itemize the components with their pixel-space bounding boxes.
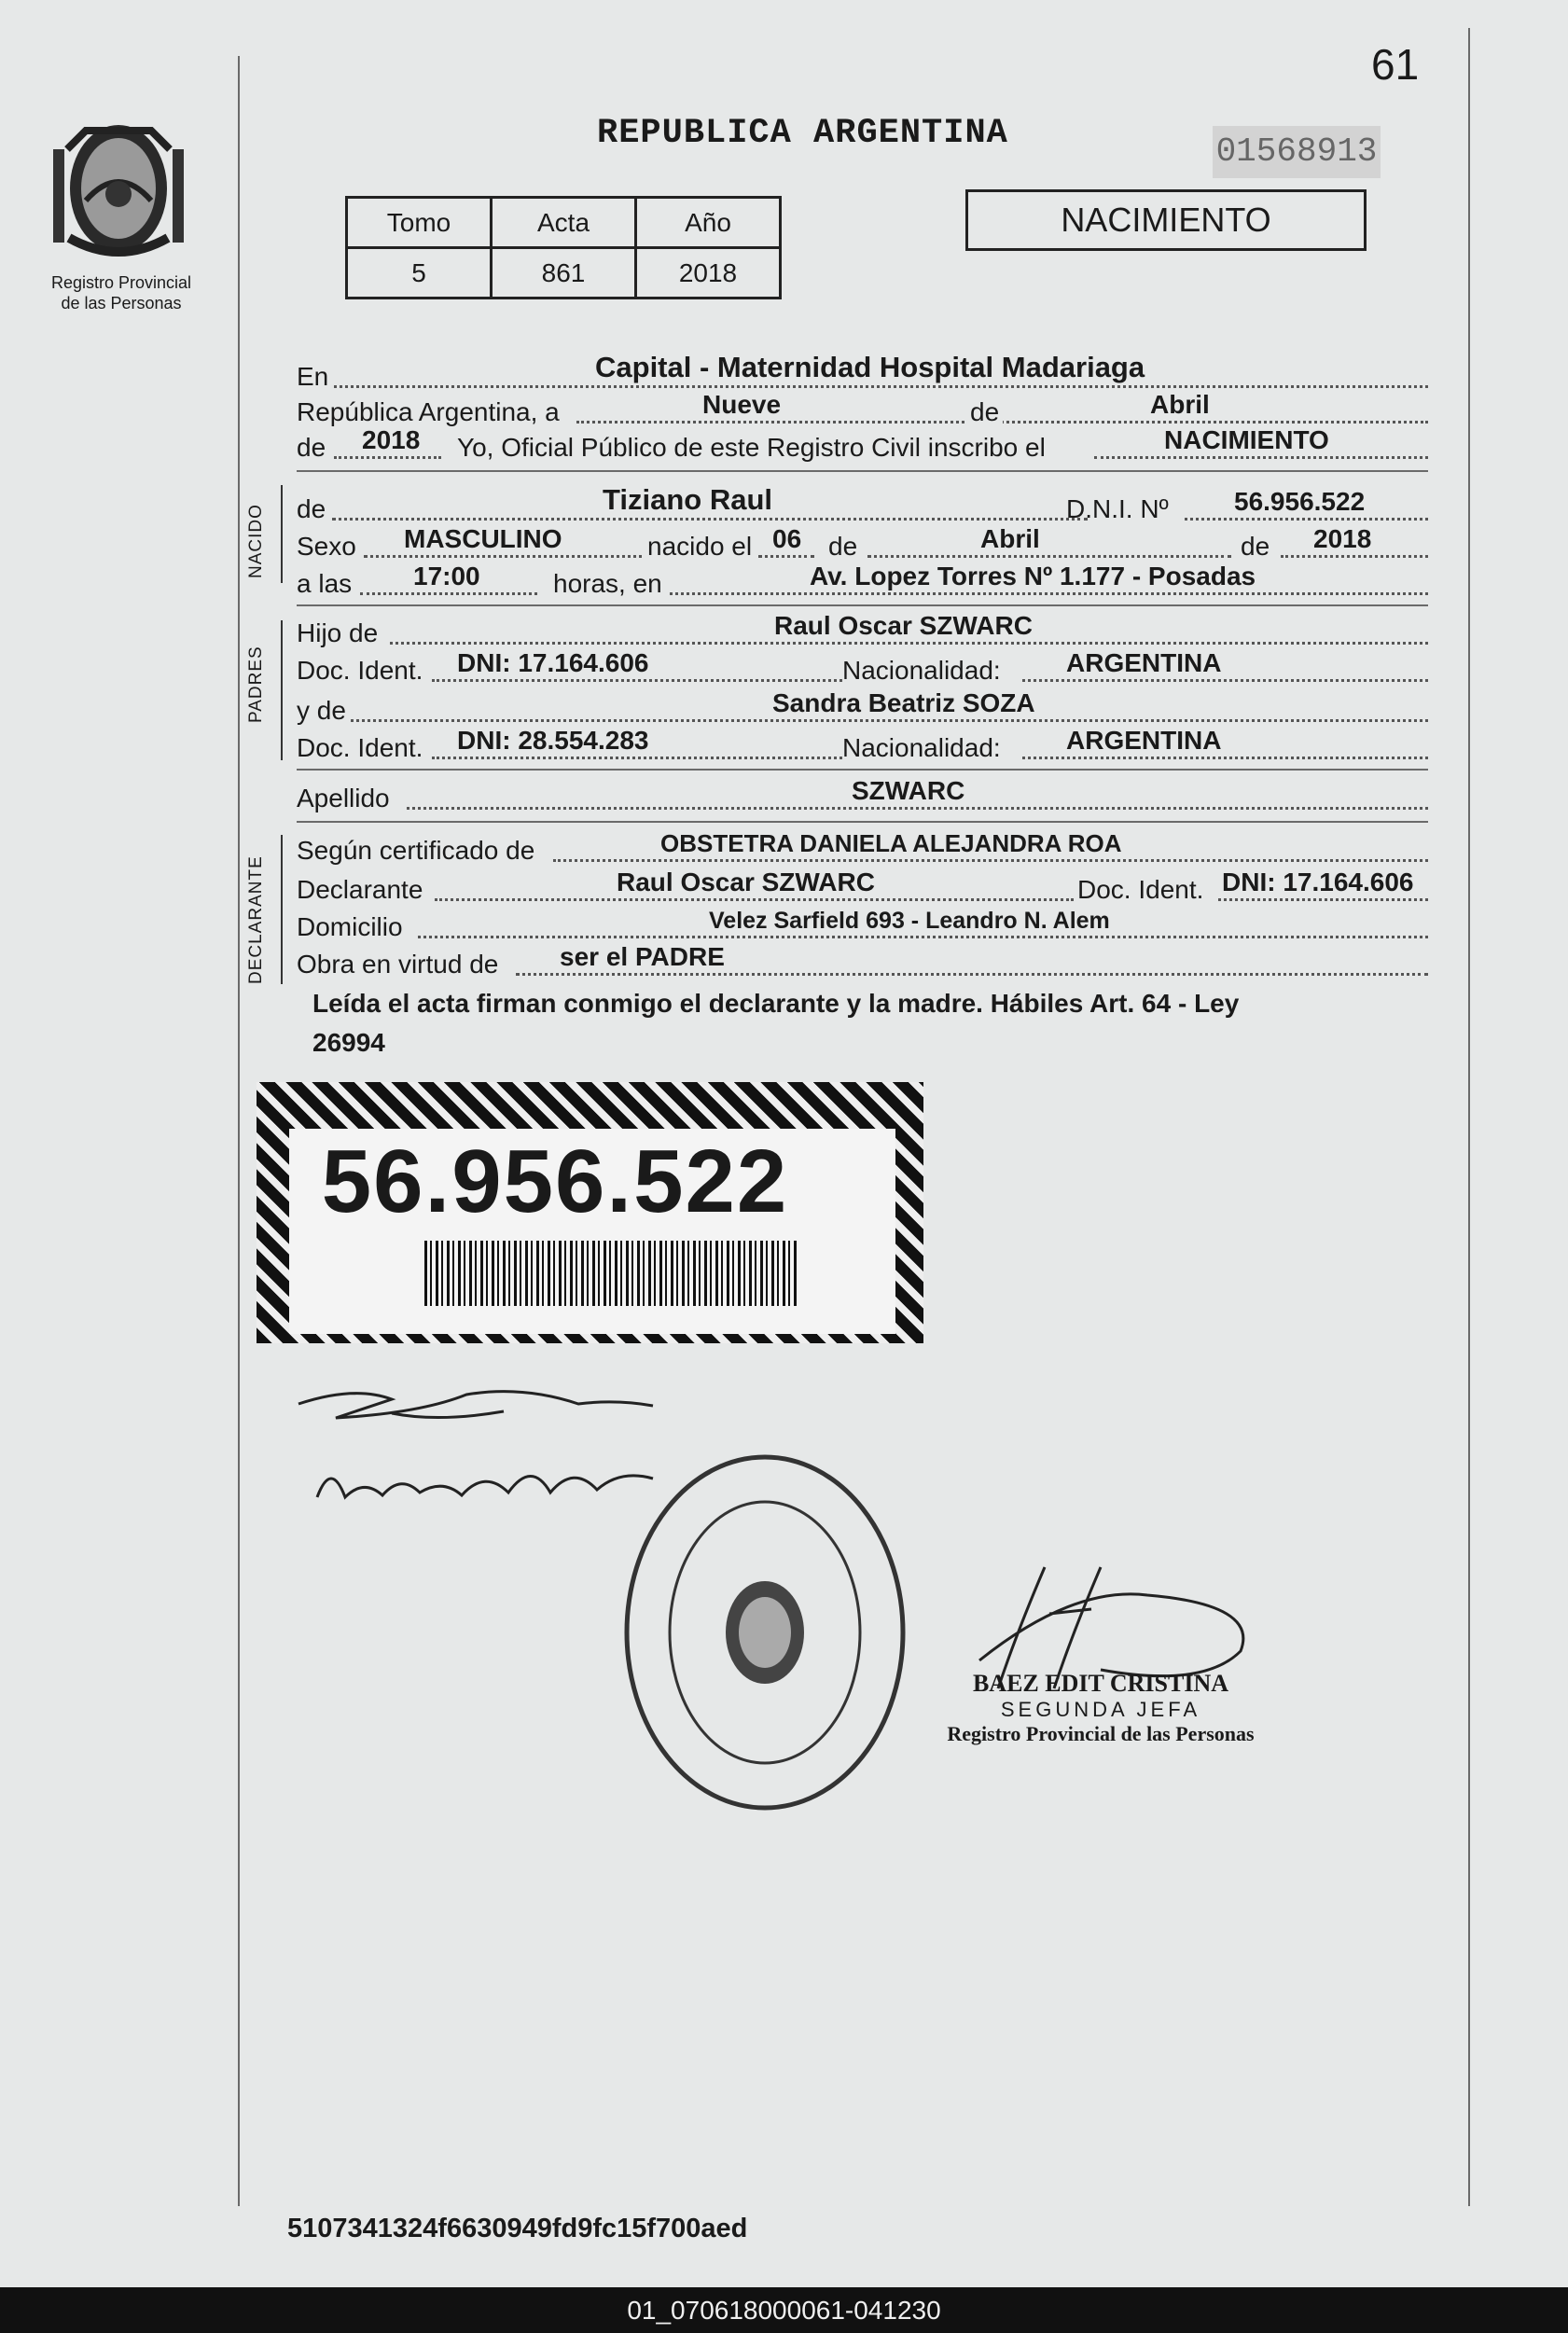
- declarante-value: Raul Oscar SZWARC: [617, 868, 875, 896]
- signer-role: SEGUNDA JEFA: [1000, 1698, 1201, 1721]
- madre-value: Sandra Beatriz SOZA: [772, 688, 1035, 717]
- apellido-value: SZWARC: [852, 776, 965, 805]
- value-tomo: 5: [347, 248, 492, 299]
- row-padre-doc: Doc. Ident. DNI: 17.164.606 Nacionalidad: ARGENTINA: [297, 648, 1428, 687]
- madre-doc-value: DNI: 28.554.283: [457, 726, 649, 755]
- footer-bar: 01_070618000061-041230: [0, 2287, 1568, 2333]
- row-apellido: Apellido SZWARC: [297, 776, 1428, 815]
- value-acta: 861: [492, 248, 636, 299]
- lugar-value: Capital - Maternidad Hospital Madariaga: [595, 351, 1145, 383]
- section-label-padres: PADRES: [246, 646, 266, 723]
- row-declarante: Declarante Raul Oscar SZWARC Doc. Ident. DNI: 17.164.606: [297, 868, 1428, 907]
- mes-nacimiento-value: Abril: [980, 524, 1040, 553]
- obra-value: ser el PADRE: [560, 942, 725, 971]
- lugar-nacimiento-value: Av. Lopez Torres Nº 1.177 - Posadas: [810, 562, 1256, 590]
- anio-nacimiento-value: 2018: [1313, 524, 1372, 553]
- record-type-box: NACIMIENTO: [965, 189, 1367, 251]
- misiones-emblem-icon: [49, 112, 188, 271]
- section-label-nacido: NACIDO: [246, 504, 266, 578]
- acto-value: NACIMIENTO: [1164, 425, 1329, 454]
- row-padre: Hijo de Raul Oscar SZWARC: [297, 611, 1428, 650]
- value-anio: 2018: [636, 248, 781, 299]
- record-table: [345, 196, 782, 299]
- header-anio: Año: [636, 198, 781, 248]
- section-label-declarante: DECLARANTE: [246, 855, 266, 984]
- signature-declarante: [280, 1367, 672, 1451]
- signer-block: [933, 1670, 1269, 1746]
- barcode: [424, 1241, 798, 1306]
- right-margin-line: [1468, 28, 1470, 2206]
- signer-office: Registro Provincial de las Personas: [947, 1722, 1255, 1745]
- domicilio-value: Velez Sarfield 693 - Leandro N. Alem: [709, 908, 1110, 934]
- document-hash: 5107341324f6630949fd9fc15f700aed: [287, 2214, 748, 2243]
- dni-sticker-number: 56.956.522: [321, 1132, 789, 1231]
- closing-statement: Leída el acta firman conmigo el declarante y la madre. Hábiles Art. 64 - Ley 26994: [312, 989, 1240, 1057]
- dni-value: 56.956.522: [1234, 487, 1366, 516]
- dia-value: Nueve: [702, 390, 782, 419]
- row-hora: a las 17:00 horas, en Av. Lopez Torres Nº 1.177 - Posadas: [297, 562, 1428, 601]
- document-title: REPUBLICA ARGENTINA: [597, 114, 1008, 153]
- padre-value: Raul Oscar SZWARC: [774, 611, 1033, 640]
- header-tomo: Tomo: [347, 198, 492, 248]
- sexo-value: MASCULINO: [404, 524, 562, 553]
- madre-nac-value: ARGENTINA: [1066, 726, 1222, 755]
- page-number: 61: [1371, 40, 1420, 89]
- row-domicilio: Domicilio Velez Sarfield 693 - Leandro N. Alem: [297, 905, 1428, 944]
- signature-madre: [308, 1441, 672, 1525]
- row-obra: Obra en virtud de ser el PADRE: [297, 942, 1428, 981]
- row-madre-doc: Doc. Ident. DNI: 28.554.283 Nacionalidad: ARGENTINA: [297, 726, 1428, 765]
- left-margin-line: [238, 56, 240, 2206]
- nombre-value: Tiziano Raul: [603, 483, 773, 516]
- row-nombre: de Tiziano Raul D.N.I. Nº 56.956.522: [297, 487, 1428, 526]
- logo-caption: Registro Provincial de las Personas: [50, 273, 192, 312]
- serial-number: 01568913: [1213, 126, 1381, 178]
- official-seal-icon: [620, 1451, 909, 1814]
- row-en: En Capital - Maternidad Hospital Madariaga: [297, 354, 1428, 394]
- row-anio: de 2018 Yo, Oficial Público de este Registro Civil inscribo el NACIMIENTO: [297, 425, 1428, 465]
- header-acta: Acta: [492, 198, 636, 248]
- declarante-doc-value: DNI: 17.164.606: [1222, 868, 1414, 896]
- padre-doc-value: DNI: 17.164.606: [457, 648, 649, 677]
- row-madre: y de Sandra Beatriz SOZA: [297, 688, 1428, 728]
- certificado-value: OBSTETRA DANIELA ALEJANDRA ROA: [660, 829, 1122, 857]
- row-sexo: Sexo MASCULINO nacido el 06 de Abril de 2018: [297, 524, 1428, 563]
- row-republica: República Argentina, a Nueve de Abril: [297, 390, 1428, 429]
- row-certificado: Según certificado de OBSTETRA DANIELA ALEJANDRA ROA: [297, 828, 1428, 868]
- hora-value: 17:00: [413, 562, 480, 590]
- signer-name: BAEZ EDIT CRISTINA: [972, 1670, 1229, 1697]
- mes-value: Abril: [1150, 390, 1210, 419]
- anio-value: 2018: [362, 425, 421, 454]
- padre-nac-value: ARGENTINA: [1066, 648, 1222, 677]
- dia-nacimiento-value: 06: [772, 524, 802, 553]
